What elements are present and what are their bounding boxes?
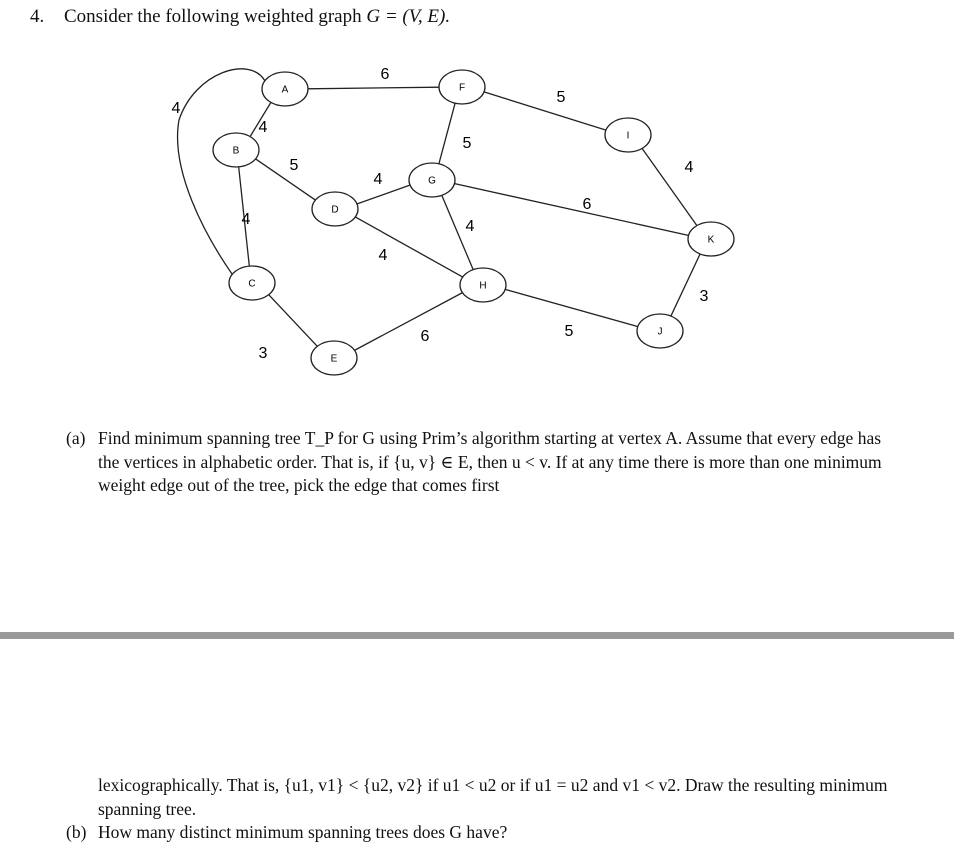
weight-d-h: 4	[378, 247, 388, 265]
vertex-label-e: E	[330, 353, 338, 365]
edge-b-d	[255, 158, 316, 200]
weight-a-b: 4	[258, 119, 268, 137]
vertex-h	[460, 268, 506, 302]
edge-e-h	[354, 292, 463, 350]
part-a-continuation: lexicographically. That is, {u1, v1} < {u2, v2} if u1 < u2 or if u1 = u2 and v1 < v2. Draw the resulting minimum spanning tree.	[98, 775, 888, 819]
edge-a-c	[178, 69, 265, 274]
question-number: 4.	[30, 6, 45, 27]
graph-symbol: G = (V, E).	[366, 6, 451, 27]
weight-f-g: 5	[462, 135, 472, 153]
weight-d-g: 4	[373, 171, 383, 189]
edge-c-e	[268, 294, 318, 347]
vertex-d	[312, 192, 358, 226]
weight-h-j: 5	[564, 323, 574, 341]
vertex-label-b: B	[232, 145, 240, 157]
weight-f-i: 5	[556, 89, 566, 107]
vertex-b	[213, 133, 259, 167]
vertex-label-f: F	[458, 82, 466, 94]
part-b-label: (b)	[66, 822, 87, 842]
vertex-f	[439, 70, 485, 104]
vertex-i	[605, 118, 651, 152]
weight-a-c: 4	[171, 100, 181, 118]
weight-b-c: 4	[241, 211, 251, 229]
edge-d-g	[356, 185, 411, 205]
vertex-c	[229, 266, 275, 300]
vertex-j	[637, 314, 683, 348]
weight-e-h: 6	[420, 328, 430, 346]
weight-i-k: 4	[684, 159, 694, 177]
vertex-label-a: A	[281, 84, 289, 96]
vertex-e	[311, 341, 357, 375]
weight-g-h: 4	[465, 218, 475, 236]
graph-edge-weights	[172, 66, 709, 362]
vertex-label-k: K	[707, 234, 715, 246]
vertex-label-j: J	[657, 326, 663, 338]
edge-j-k	[671, 253, 701, 316]
part-a-text: Find minimum spanning tree T_P for G using Prim’s algorithm starting at vertex A. Assume that every edge has the vertices in alphabetic order. That is, if {u, v} ∈ E, then u < v. If at any time there is more than one minimum weight edge out of the tree, pick the edge that comes first	[98, 428, 882, 495]
page-divider	[0, 632, 954, 639]
part-b-text: How many distinct minimum spanning trees does G have?	[98, 822, 508, 842]
edge-f-g	[439, 103, 455, 165]
edge-f-i	[483, 92, 607, 131]
graph-edges	[178, 69, 701, 351]
edge-d-h	[355, 217, 464, 278]
vertex-label-i: I	[626, 130, 630, 142]
weight-c-e: 3	[258, 345, 268, 363]
edge-h-j	[504, 289, 638, 327]
vertex-label-h: H	[479, 280, 487, 292]
vertex-label-g: G	[428, 175, 436, 187]
edge-g-k	[454, 183, 690, 235]
weight-j-k: 3	[699, 288, 709, 306]
vertex-k	[688, 222, 734, 256]
weight-a-f: 6	[380, 66, 390, 84]
edge-a-f	[307, 87, 440, 89]
vertex-a	[262, 72, 308, 106]
vertex-label-c: C	[248, 278, 256, 290]
part-a-label: (a)	[66, 428, 86, 448]
weighted-graph-figure	[0, 0, 954, 400]
weight-g-k: 6	[582, 196, 592, 214]
question-intro: Consider the following weighted graph	[64, 6, 362, 27]
weight-b-d: 5	[289, 157, 299, 175]
vertex-g	[409, 163, 455, 197]
vertex-label-d: D	[331, 204, 339, 216]
